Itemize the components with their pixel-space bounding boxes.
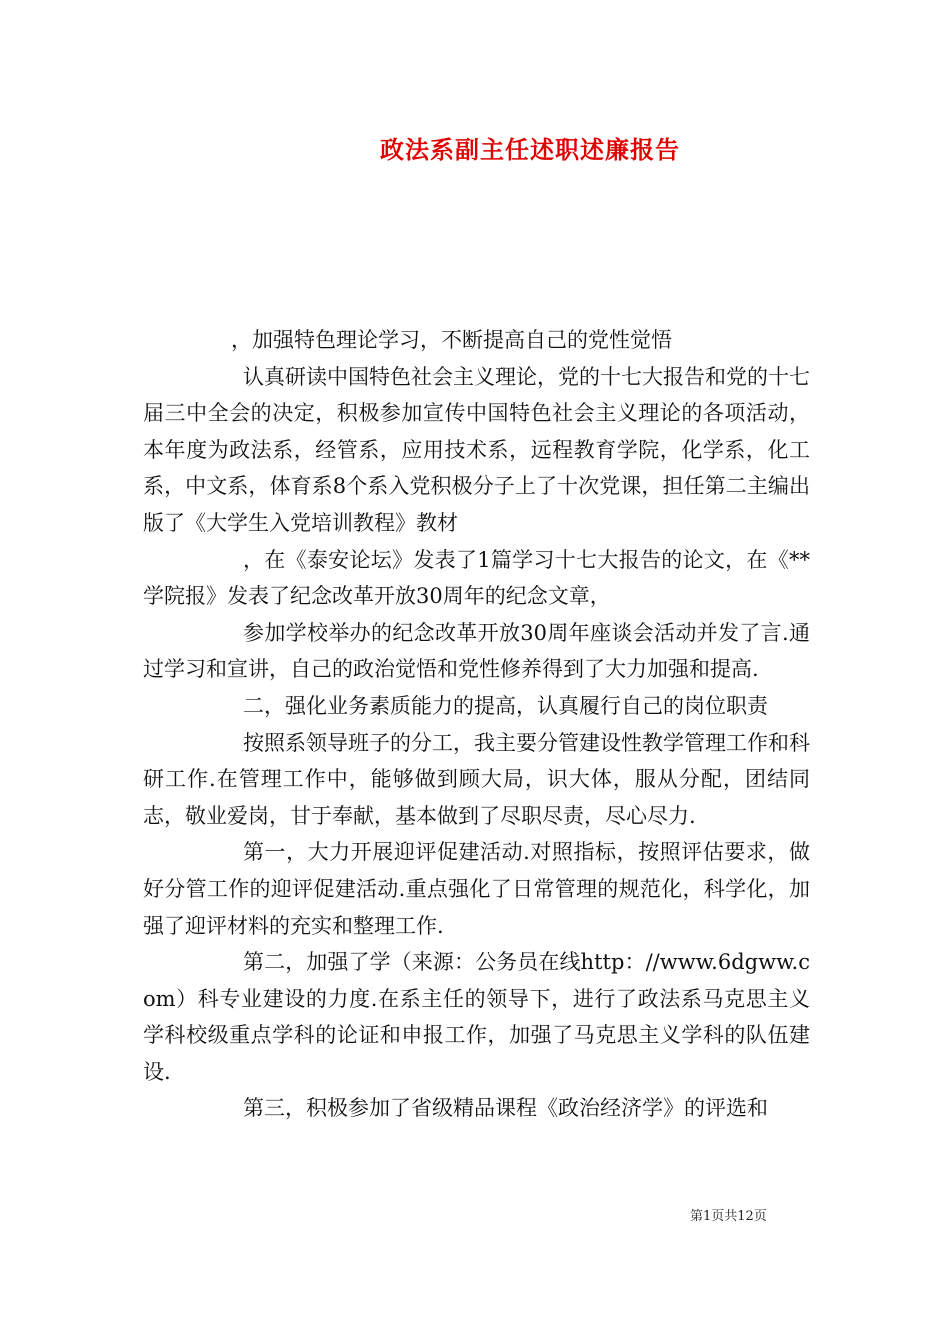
paragraph: 按照系领导班子的分工，我主要分管建设性教学管理工作和科研工作.在管理工作中，能够做到顾大局，识大体，服从分配，团结同志，敬业爱岗，甘于奉献，基本做到了尽职尽责，尽心尽力. xyxy=(143,730,810,828)
page-number: 第1页共12页 xyxy=(690,1209,767,1224)
paragraph: 第三，积极参加了省级精品课程《政治经济学》的评选和 xyxy=(243,1096,768,1121)
paragraph: 第一，大力开展迎评促建活动.对照指标，按照评估要求，做好分管工作的迎评促建活动.重点强化了日常管理的规范化，科学化，加强了迎评材料的充实和整理工作. xyxy=(143,840,810,938)
paragraph: 参加学校举办的纪念改革开放30周年座谈会活动并发了言.通过学习和宣讲，自己的政治觉悟和党性修养得到了大力加强和提高. xyxy=(143,620,810,682)
paragraph: 第二，加强了学（来源：公务员在线http：//www.6dgww.com）科专业建设的力度.在系主任的领导下，进行了政法系马克思主义学科校级重点学科的论证和申报工作，加强了马克思主义学科的队伍建设. xyxy=(143,950,810,1084)
document-body xyxy=(143,322,810,1127)
document-title: 政法系副主任述职述廉报告 xyxy=(380,135,680,164)
paragraph-heading-2: 二，强化业务素质能力的提高，认真履行自己的岗位职责 xyxy=(243,693,768,718)
paragraph: 认真研读中国特色社会主义理论，党的十七大报告和党的十七届三中全会的决定，积极参加宣传中国特色社会主义理论的各项活动，本年度为政法系，经管系，应用技术系，远程教育学院，化学系，化工系，中文系，体育系8个系入党积极分子上了十次党课，担任第二主编出版了《大学生入党培训教程》教材 xyxy=(143,364,810,535)
paragraph-heading-1: ，加强特色理论学习，不断提高自己的党性觉悟 xyxy=(231,328,672,352)
paragraph: ，在《泰安论坛》发表了1篇学习十七大报告的论文，在《**学院报》发表了纪念改革开放30周年的纪念文章， xyxy=(143,547,810,609)
